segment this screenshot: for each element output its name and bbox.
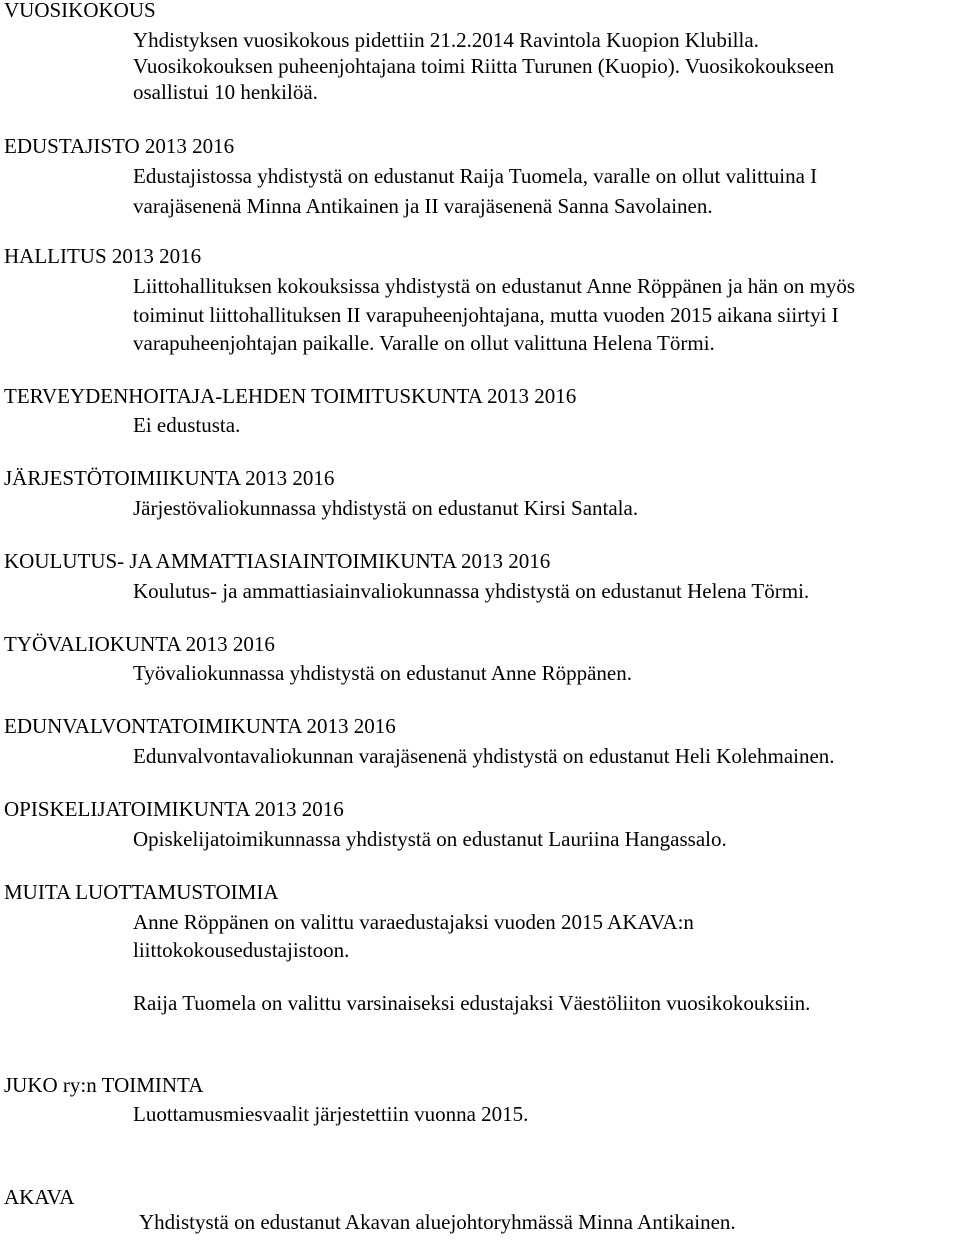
section-heading-muita-luottamustoimia: MUITA LUOTTAMUSTOIMIA (4, 880, 279, 904)
section-heading-jarjestotoimikunta: JÄRJESTÖTOIMIIKUNTA 2013 2016 (4, 466, 335, 490)
section-text-line: Järjestövaliokunnassa yhdistystä on edustanut Kirsi Santala. (133, 496, 639, 520)
section-text-line: Ei edustusta. (133, 413, 241, 437)
section-text-line: varapuheenjohtajan paikalle. Varalle on ollut valittuna Helena Törmi. (133, 331, 715, 355)
section-text-line: Opiskelijatoimikunnassa yhdistystä on edustanut Lauriina Hangassalo. (133, 827, 727, 851)
section-heading-edunvalvontatoimikunta: EDUNVALVONTATOIMIKUNTA 2013 2016 (4, 714, 396, 738)
section-text-line: Vuosikokouksen puheenjohtajana toimi Riitta Turunen (Kuopio). Vuosikokoukseen (133, 54, 835, 78)
section-heading-toimituskunta: TERVEYDENHOITAJA-LEHDEN TOIMITUSKUNTA 2013 2016 (4, 384, 577, 408)
section-text-line: Liittohallituksen kokouksissa yhdistystä on edustanut Anne Röppänen ja hän on myös (133, 274, 856, 298)
section-text-line: Yhdistystä on edustanut Akavan aluejohtoryhmässä Minna Antikainen. (139, 1210, 736, 1234)
section-text-line: Luottamusmiesvaalit järjestettiin vuonna 2015. (133, 1102, 529, 1126)
section-heading-edustajisto: EDUSTAJISTO 2013 2016 (4, 134, 235, 158)
section-heading-hallitus: HALLITUS 2013 2016 (4, 244, 202, 268)
section-text-line: Työvaliokunnassa yhdistystä on edustanut Anne Röppänen. (133, 661, 632, 685)
section-text-line: Koulutus- ja ammattiasiainvaliokunnassa yhdistystä on edustanut Helena Törmi. (133, 579, 810, 603)
section-text-line: osallistui 10 henkilöä. (133, 80, 318, 104)
section-heading-opiskelijatoimikunta: OPISKELIJATOIMIKUNTA 2013 2016 (4, 797, 344, 821)
section-heading-tyovaliokunta: TYÖVALIOKUNTA 2013 2016 (4, 632, 275, 656)
section-text-line: Edustajistossa yhdistystä on edustanut Raija Tuomela, varalle on ollut valittuina I (133, 164, 818, 188)
section-text-line: varajäsenenä Minna Antikainen ja II varajäsenenä Sanna Savolainen. (133, 194, 713, 218)
section-heading-juko-toiminta: JUKO ry:n TOIMINTA (4, 1073, 204, 1097)
section-text-line: Anne Röppänen on valittu varaedustajaksi vuoden 2015 AKAVA:n (133, 910, 694, 934)
section-heading-vuosikokous: VUOSIKOKOUS (4, 0, 156, 22)
section-text-line: toiminut liittohallituksen II varapuheenjohtajana, mutta vuoden 2015 aikana siirtyi I (133, 303, 839, 327)
section-text-line: Edunvalvontavaliokunnan varajäsenenä yhdistystä on edustanut Heli Kolehmainen. (133, 744, 835, 768)
section-text-line: liittokokousedustajistoon. (133, 938, 350, 962)
section-heading-akava: AKAVA (4, 1185, 75, 1209)
section-text-line: Yhdistyksen vuosikokous pidettiin 21.2.2014 Ravintola Kuopion Klubilla. (133, 28, 759, 52)
section-text-line: Raija Tuomela on valittu varsinaiseksi edustajaksi Väestöliiton vuosikokouksiin. (133, 991, 811, 1015)
section-heading-koulutustoimikunta: KOULUTUS- JA AMMATTIASIAINTOIMIKUNTA 2013 2016 (4, 549, 551, 573)
